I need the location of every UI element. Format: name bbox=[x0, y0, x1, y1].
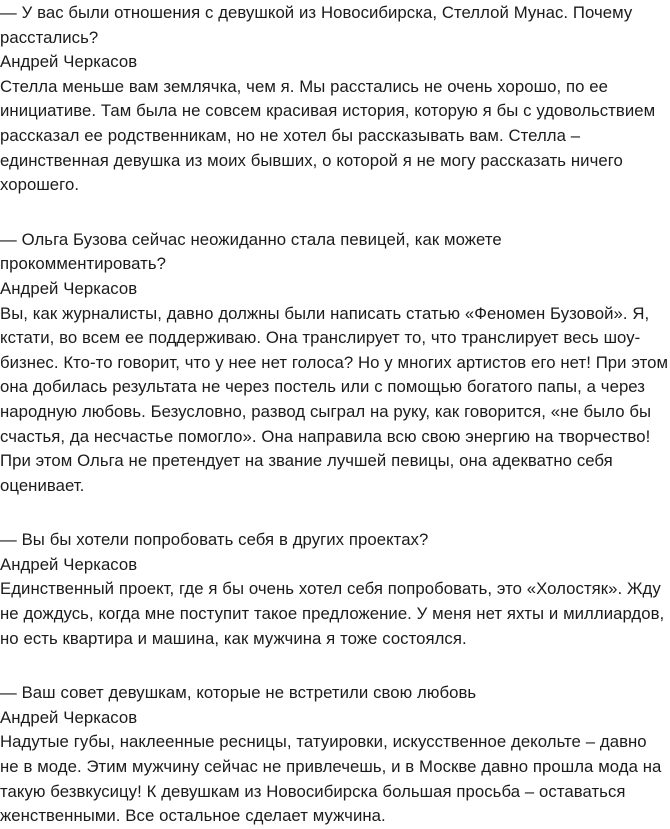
answer-text: Надутые губы, наклеенные ресницы, татуировки, искусственное декольте – давно не в моде. Этим мужчину сейчас не привлечешь, и в Москве давно прошла мода на такую безвкусицу! К девушкам из Новосибирска большая просьба – оставаться женственными. Все остальное сделает мужчина. bbox=[0, 732, 662, 826]
speaker-name: Андрей Черкасов bbox=[0, 52, 138, 72]
speaker-name: Андрей Черкасов bbox=[0, 278, 138, 298]
question-text: — Ваш совет девушкам, которые не встретили свою любовь bbox=[0, 683, 477, 703]
speaker-name: Андрей Черкасов bbox=[0, 707, 138, 727]
answer-text: Стелла меньше вам землячка, чем я. Мы расстались не очень хорошо, по ее инициативе. Там была не совсем красивая история, которую я бы с удовольствием рассказал ее родственникам, но не хотел бы рассказывать вам. Стелла – единственная девушка из моих бывших, о которой я не могу рассказать ничего хорошего. bbox=[0, 76, 656, 195]
question-text: — Ольга Бузова сейчас неожиданно стала певицей, как можете прокомментировать? bbox=[0, 229, 502, 274]
answer-text: Вы, как журналисты, давно должны были написать статью «Феномен Бузовой». Я, кстати, во всем ее поддерживаю. Она транслирует то, что транслирует весь шоу-бизнес. Кто-то говорит, что у нее нет голоса? Но у многих артистов его нет! При этом она добилась результата не через постель или с помощью богатого папы, а через народную любовь. Безусловно, развод сыграл на руку, как говорится, «не было бы счастья, да несчастье помогло». Она направила всю свою энергию на творчество! При этом Ольга не претендует на звание лучшей певицы, она адекватно себя оценивает. bbox=[0, 303, 669, 495]
qa-block-2 bbox=[0, 228, 670, 499]
answer-text: Единственный проект, где я бы очень хотел себя попробовать, это «Холостяк». Жду не дождусь, когда мне поступит такое предложение. У меня нет яхты и миллиардов, но есть квартира и машина, как мужчина я тоже состоялся. bbox=[0, 579, 665, 648]
qa-block-4 bbox=[0, 681, 670, 829]
qa-block-3 bbox=[0, 528, 670, 651]
qa-block-1 bbox=[0, 1, 670, 198]
question-text: — Вы бы хотели попробовать себя в других проектах? bbox=[0, 530, 429, 550]
question-text: — У вас были отношения с девушкой из Новосибирска, Стеллой Мунас. Почему расстались? bbox=[0, 3, 633, 47]
speaker-name: Андрей Черкасов bbox=[0, 554, 138, 574]
